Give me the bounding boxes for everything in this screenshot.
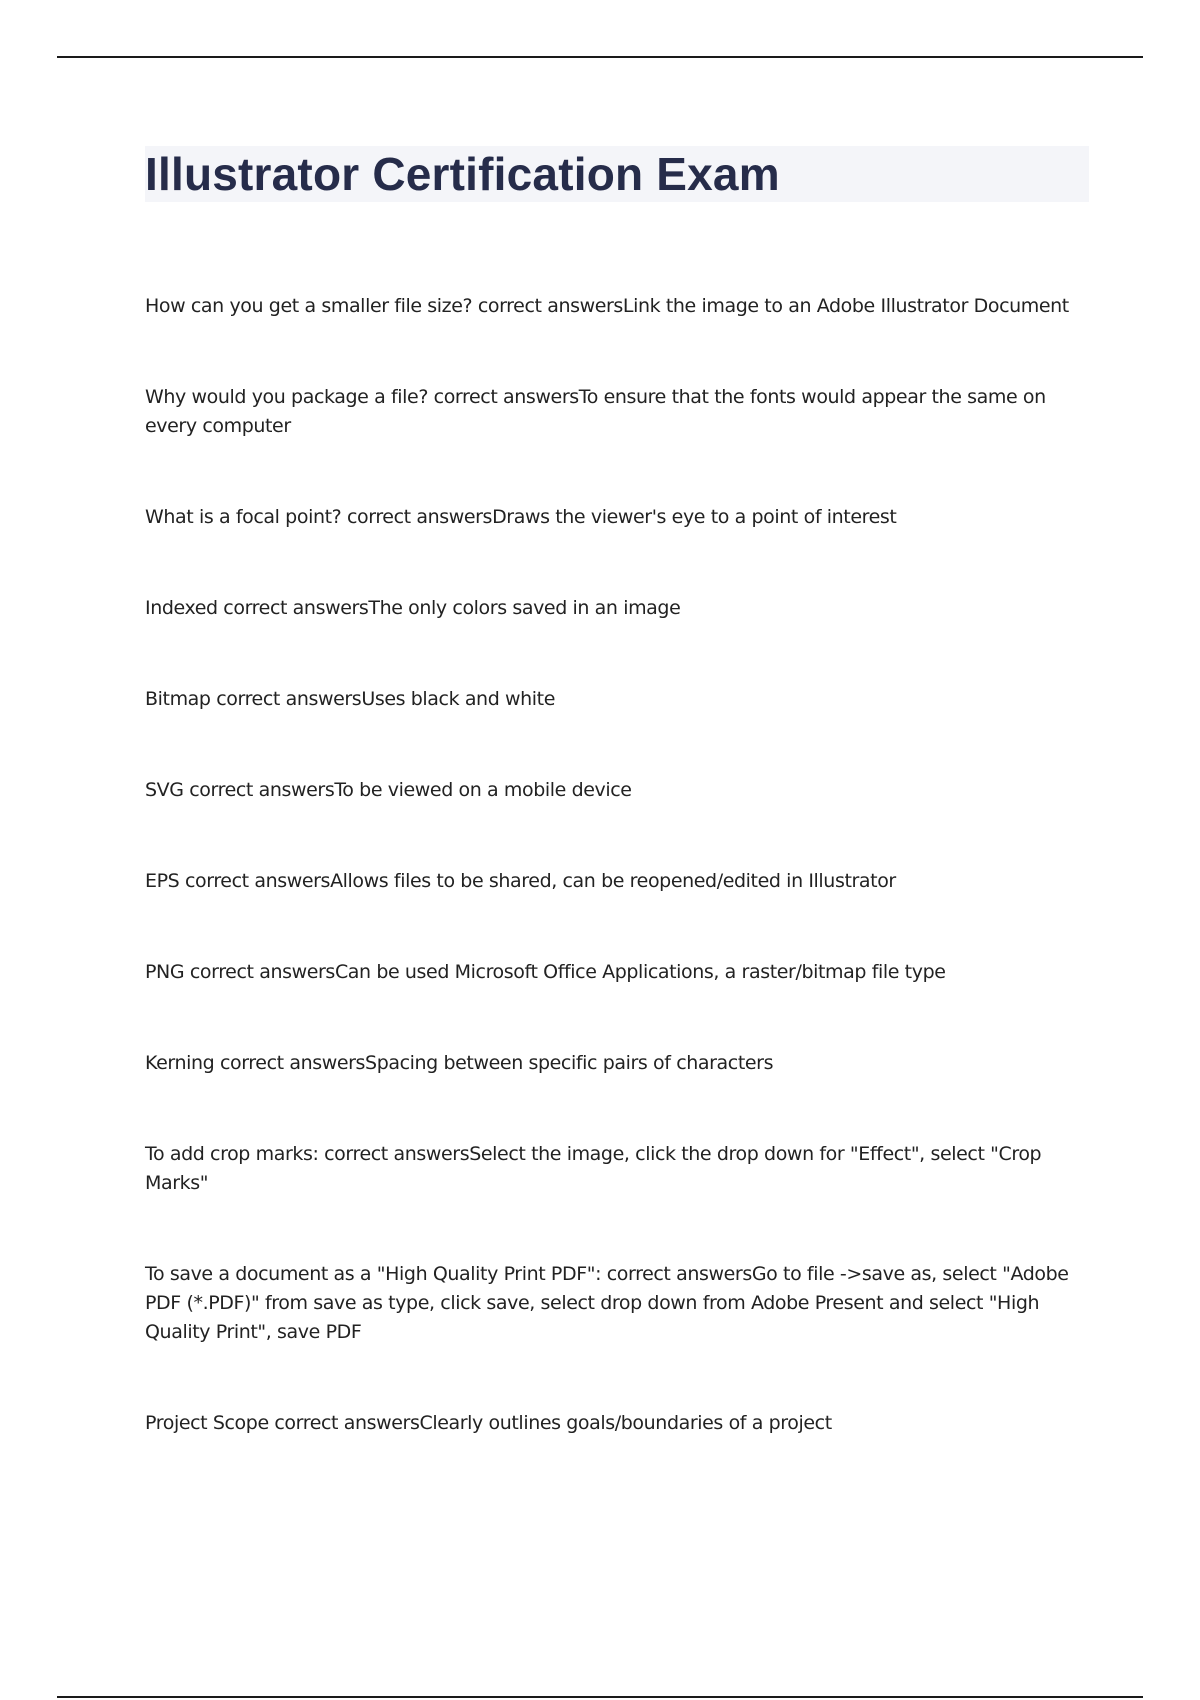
correct-answers-label: correct answers: [472, 295, 623, 317]
correct-answers-label: correct answers: [184, 961, 335, 983]
qa-item: [145, 1049, 1090, 1078]
correct-answers-label: correct answers: [214, 1052, 366, 1074]
correct-answers-label: correct answers: [179, 870, 331, 892]
correct-answers-label: correct answers: [341, 506, 493, 528]
qa-item: [145, 1260, 1090, 1347]
question-text: To save a document as a "High Quality Print PDF":: [145, 1263, 602, 1285]
correct-answers-label: correct answers: [318, 1143, 470, 1165]
answer-text: Clearly outlines goals/boundaries of a project: [419, 1412, 832, 1434]
answer-text: Draws the viewer's eye to a point of interest: [492, 506, 897, 528]
answer-text: Select the image, click the drop down for "Effect", select "Crop Marks": [145, 1143, 1042, 1194]
question-text: PNG: [145, 961, 185, 983]
question-text: What is a focal point?: [145, 506, 342, 528]
qa-item: [145, 685, 1090, 714]
bottom-rule: [57, 1696, 1143, 1698]
answer-text: The only colors saved in an image: [368, 597, 681, 619]
correct-answers-label: correct answers: [210, 688, 362, 710]
question-text: To add crop marks:: [145, 1143, 319, 1165]
qa-item: [145, 383, 1090, 441]
question-text: How can you get a smaller file size?: [145, 295, 473, 317]
answer-text: To ensure that the fonts would appear the same on every computer: [145, 386, 1046, 437]
qa-item: [145, 867, 1090, 896]
qa-item: [145, 292, 1090, 321]
correct-answers-label: correct answers: [428, 386, 579, 408]
answer-text: Go to file ->save as, select "Adobe PDF (*.PDF)" from save as type, click save, select drop down from Adobe Present and select "High Quality Print", save PDF: [145, 1263, 1069, 1343]
question-text: Project Scope: [145, 1412, 269, 1434]
answer-text: Link the image to an Adobe Illustrator Document: [622, 295, 1069, 317]
answer-text: Can be used Microsoft Office Applications, a raster/bitmap file type: [334, 961, 946, 983]
title-banner: [145, 146, 1089, 202]
answer-text: To be viewed on a mobile device: [334, 779, 632, 801]
question-text: Kerning: [145, 1052, 215, 1074]
top-rule: [57, 56, 1143, 58]
question-text: Why would you package a file?: [145, 386, 429, 408]
answer-text: Spacing between specific pairs of characters: [365, 1052, 774, 1074]
question-text: Indexed: [145, 597, 218, 619]
answer-text: Allows files to be shared, can be reopened/edited in Illustrator: [330, 870, 896, 892]
correct-answers-label: correct answers: [601, 1263, 752, 1285]
qa-list: [145, 292, 1090, 1500]
qa-item: [145, 958, 1090, 987]
correct-answers-label: correct answers: [217, 597, 369, 619]
answer-text: Uses black and white: [361, 688, 556, 710]
correct-answers-label: correct answers: [268, 1412, 420, 1434]
page-title: Illustrator Certification Exam: [145, 148, 780, 200]
qa-item: [145, 1409, 1090, 1438]
qa-item: [145, 503, 1090, 532]
qa-item: [145, 776, 1090, 805]
question-text: Bitmap: [145, 688, 211, 710]
question-text: SVG: [145, 779, 184, 801]
qa-item: [145, 594, 1090, 623]
question-text: EPS: [145, 870, 180, 892]
qa-item: [145, 1140, 1090, 1198]
correct-answers-label: correct answers: [183, 779, 335, 801]
